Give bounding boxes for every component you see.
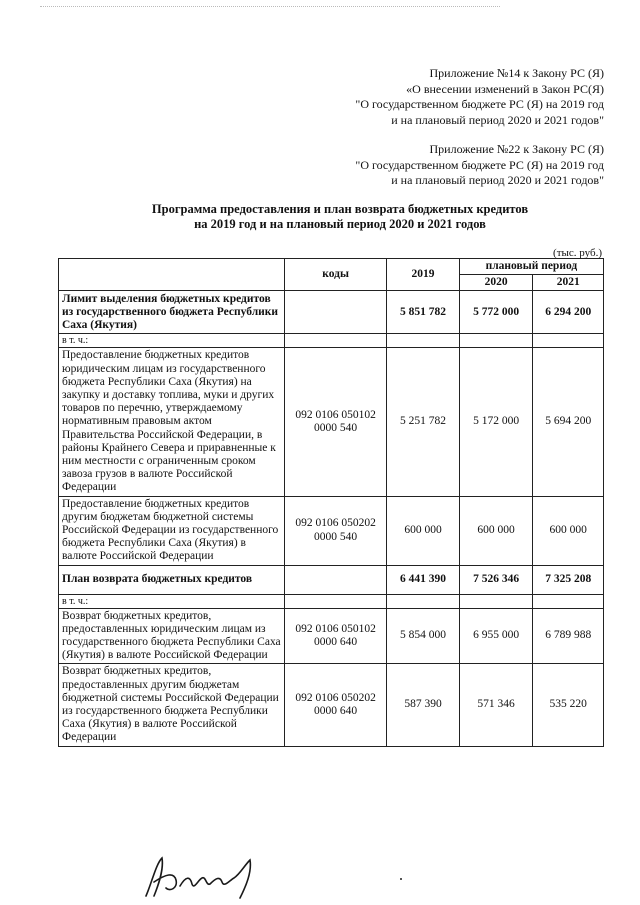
scan-artifact-line xyxy=(40,6,500,10)
appendix-14-line-4: и на плановый период 2020 и 2021 годов" xyxy=(391,112,604,127)
row-name: Предоставление бюджетных кредитов юридическим лицам из государственного бюджета Республики Саха (Якутия) на закупку и доставку топлива, муки и других товаров по перечню, утверждаемому нормативным правовым актом Правительства Российской Федерации, в районы Крайнего Севера и приравненные к ним местности с ограниченным сроком завоза грузов в валюте Российской Федерации xyxy=(59,348,285,496)
table-header-row xyxy=(59,259,604,275)
units-note: (тыс. руб.) xyxy=(553,247,602,259)
row-name: в т. ч.: xyxy=(59,594,285,608)
row-name: в т. ч.: xyxy=(59,334,285,348)
row-name: Предоставление бюджетных кредитов другим бюджетам бюджетной системы Российской Федерации из государственного бюджета Республики Саха (Якутия) в валюте Российской Федерации xyxy=(59,496,285,565)
table-row xyxy=(59,348,604,496)
header-year-2020: 2020 xyxy=(459,275,533,291)
header-codes: коды xyxy=(284,259,386,291)
row-value-2021: 600 000 xyxy=(533,496,604,565)
table-row xyxy=(59,291,604,334)
table-row xyxy=(59,565,604,594)
header-name-cell xyxy=(59,259,285,291)
row-value-2020: 5 172 000 xyxy=(459,348,533,496)
row-name: План возврата бюджетных кредитов xyxy=(59,565,285,594)
row-value-2021: 6 789 988 xyxy=(533,608,604,664)
table-row xyxy=(59,664,604,746)
row-value-2020: 571 346 xyxy=(459,664,533,746)
table-row xyxy=(59,334,604,348)
row-code: 092 0106 050202 0000 640 xyxy=(284,664,386,746)
appendix-22-line-3: и на плановый период 2020 и 2021 годов" xyxy=(391,173,604,187)
row-code xyxy=(284,291,386,334)
appendix-14-line-2: «О внесении изменений в Закон РС(Я) xyxy=(406,81,604,96)
appendix-22-line-1: Приложение №22 к Закону РС (Я) xyxy=(429,142,604,156)
row-name: Лимит выделения бюджетных кредитов из государственного бюджета Республики Саха (Якутия) xyxy=(59,291,285,334)
appendix-14-line-1: Приложение №14 к Закону РС (Я) xyxy=(429,66,604,80)
row-code xyxy=(284,565,386,594)
document-title-line-2: на 2019 год и на плановый период 2020 и 2021 годов xyxy=(194,217,486,231)
appendix-14-header xyxy=(355,66,604,128)
header-year-2021: 2021 xyxy=(533,275,604,291)
row-code: 092 0106 050202 0000 540 xyxy=(284,496,386,565)
row-value-2019: 5 851 782 xyxy=(387,291,460,334)
row-code: 092 0106 050102 0000 640 xyxy=(284,608,386,664)
row-value-2020: 6 955 000 xyxy=(459,608,533,664)
document-title xyxy=(60,202,620,232)
row-value-2021: 5 694 200 xyxy=(533,348,604,496)
header-planned-period: плановый период xyxy=(459,259,603,275)
row-value-2021: 6 294 200 xyxy=(533,291,604,334)
row-value-2021: 7 325 208 xyxy=(533,565,604,594)
row-name: Возврат бюджетных кредитов, предоставленных другим бюджетам бюджетной системы Российской Федерации из государственного бюджета Республики Саха (Якутия) в валюте Российской Федерации xyxy=(59,664,285,746)
appendix-22-line-2: "О государственном бюджете РС (Я) на 2019 год xyxy=(355,157,604,172)
row-name: Возврат бюджетных кредитов, предоставленных юридическим лицам из государственного бюджета Республики Саха (Якутия) в валюте Российской Федерации xyxy=(59,608,285,664)
row-value-2019: 6 441 390 xyxy=(387,565,460,594)
appendix-22-header xyxy=(355,142,604,189)
row-value-2020: 600 000 xyxy=(459,496,533,565)
row-value-2019: 5 854 000 xyxy=(387,608,460,664)
row-code: 092 0106 050102 0000 540 xyxy=(284,348,386,496)
row-value-2019: 587 390 xyxy=(387,664,460,746)
table-row xyxy=(59,608,604,664)
row-value-2019: 600 000 xyxy=(387,496,460,565)
row-value-2020: 5 772 000 xyxy=(459,291,533,334)
document-title-line-1: Программа предоставления и план возврата бюджетных кредитов xyxy=(151,202,529,216)
row-value-2019: 5 251 782 xyxy=(387,348,460,496)
table-row xyxy=(59,594,604,608)
row-value-2020: 7 526 346 xyxy=(459,565,533,594)
appendix-14-line-3: "О государственном бюджете РС (Я) на 2019 год xyxy=(355,97,604,111)
table-row xyxy=(59,496,604,565)
budget-credits-table xyxy=(58,258,604,747)
header-year-2019: 2019 xyxy=(387,259,460,291)
handwritten-signature xyxy=(140,852,280,902)
scan-dot xyxy=(400,878,402,880)
row-value-2021: 535 220 xyxy=(533,664,604,746)
